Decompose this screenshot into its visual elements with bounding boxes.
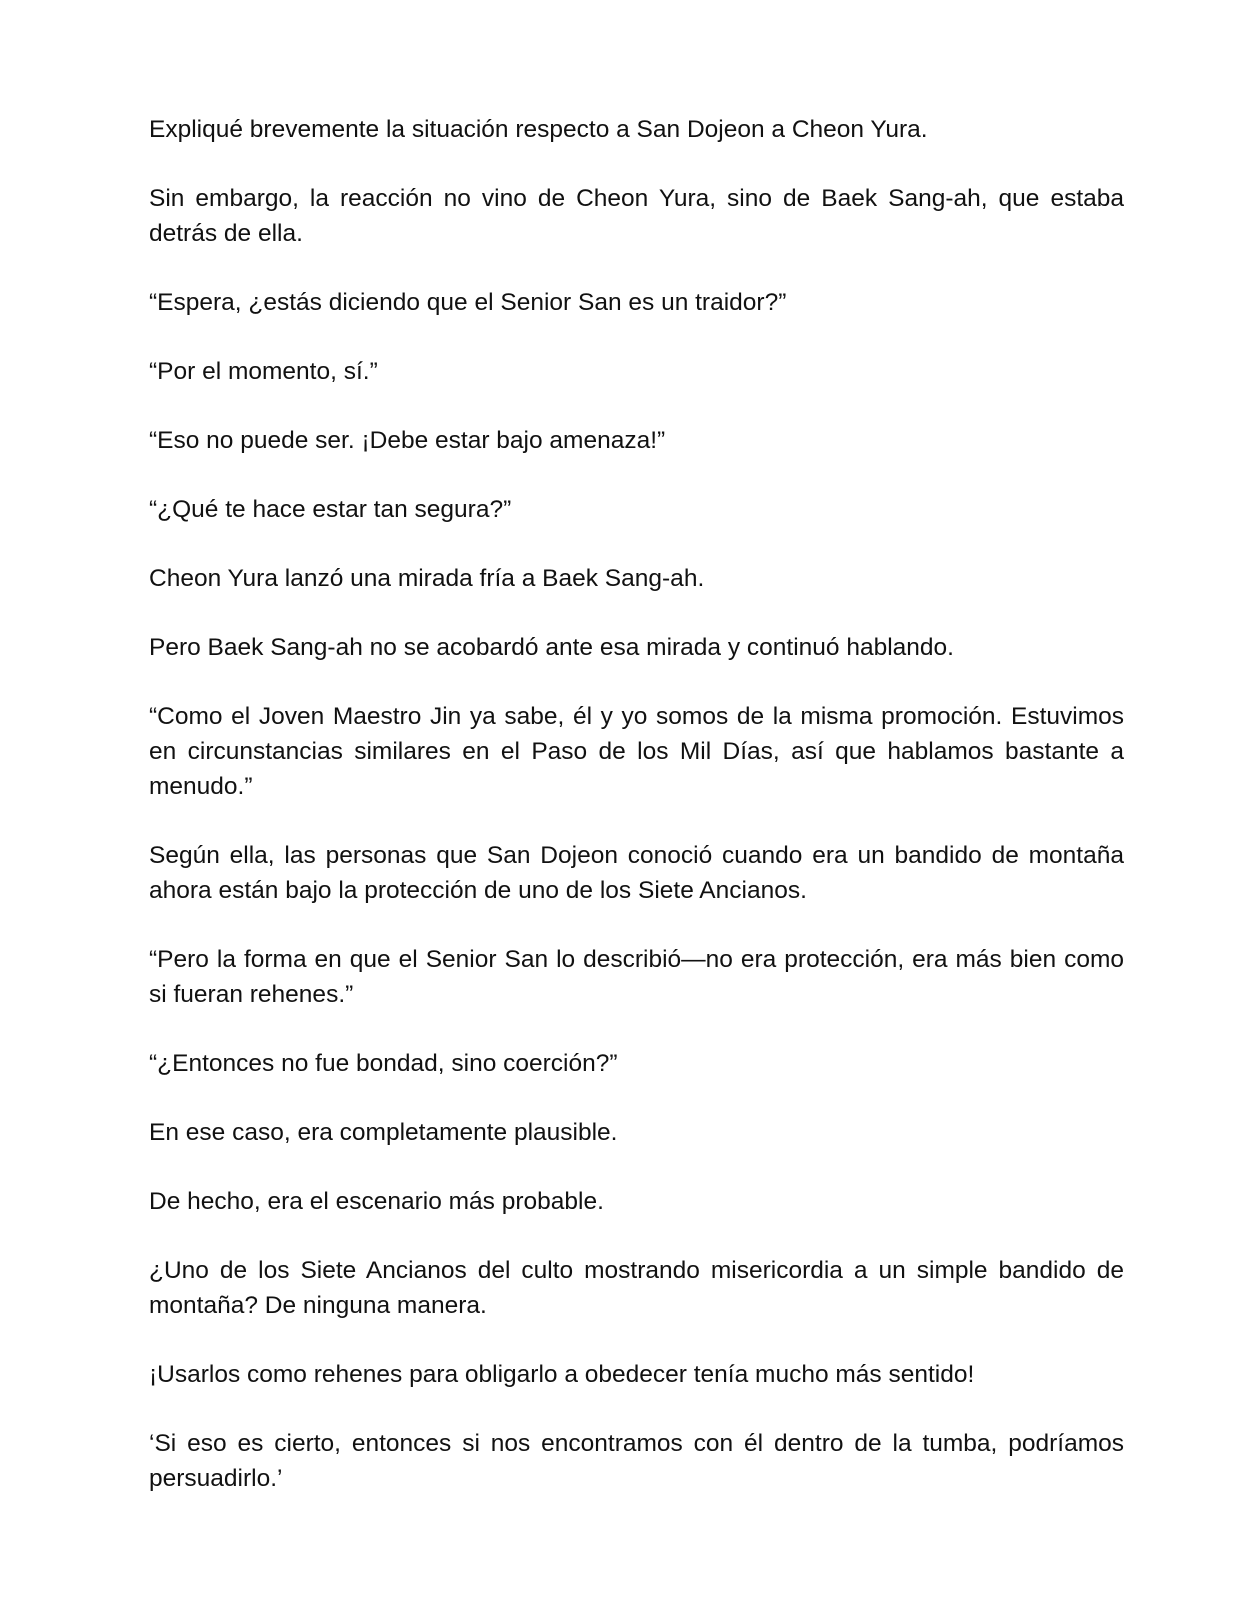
paragraph: En ese caso, era completamente plausible. — [149, 1119, 618, 1146]
paragraph: Sin embargo, la reacción no vino de Cheon Yura, sino de Baek Sang-ah, que estaba detrás de ella. — [149, 185, 1124, 247]
paragraph: ‘Si eso es cierto, entonces si nos encontramos con él dentro de la tumba, podríamos persuadirlo.’ — [149, 1430, 1124, 1492]
paragraph: Cheon Yura lanzó una mirada fría a Baek Sang-ah. — [149, 565, 705, 592]
document-page — [149, 112, 1124, 1530]
paragraph: Pero Baek Sang-ah no se acobardó ante esa mirada y continuó hablando. — [149, 634, 954, 661]
paragraph: “Eso no puede ser. ¡Debe estar bajo amenaza!” — [149, 427, 666, 454]
paragraph: “Como el Joven Maestro Jin ya sabe, él y yo somos de la misma promoción. Estuvimos en circunstancias similares en el Paso de los Mil Días, así que hablamos bastante a menudo.” — [149, 703, 1124, 800]
paragraph: “¿Qué te hace estar tan segura?” — [149, 496, 512, 523]
paragraph: “Pero la forma en que el Senior San lo describió—no era protección, era más bien como si fueran rehenes.” — [149, 946, 1124, 1008]
paragraph: ¿Uno de los Siete Ancianos del culto mostrando misericordia a un simple bandido de montaña? De ninguna manera. — [149, 1257, 1124, 1319]
paragraph: “Espera, ¿estás diciendo que el Senior San es un traidor?” — [149, 289, 787, 316]
paragraph: De hecho, era el escenario más probable. — [149, 1188, 604, 1215]
paragraph: ¡Usarlos como rehenes para obligarlo a obedecer tenía mucho más sentido! — [149, 1361, 975, 1388]
paragraph: “¿Entonces no fue bondad, sino coerción?” — [149, 1050, 618, 1077]
paragraph: Expliqué brevemente la situación respecto a San Dojeon a Cheon Yura. — [149, 116, 928, 143]
paragraph: Según ella, las personas que San Dojeon conoció cuando era un bandido de montaña ahora están bajo la protección de uno de los Siete Ancianos. — [149, 842, 1124, 904]
paragraph: “Por el momento, sí.” — [149, 358, 378, 385]
